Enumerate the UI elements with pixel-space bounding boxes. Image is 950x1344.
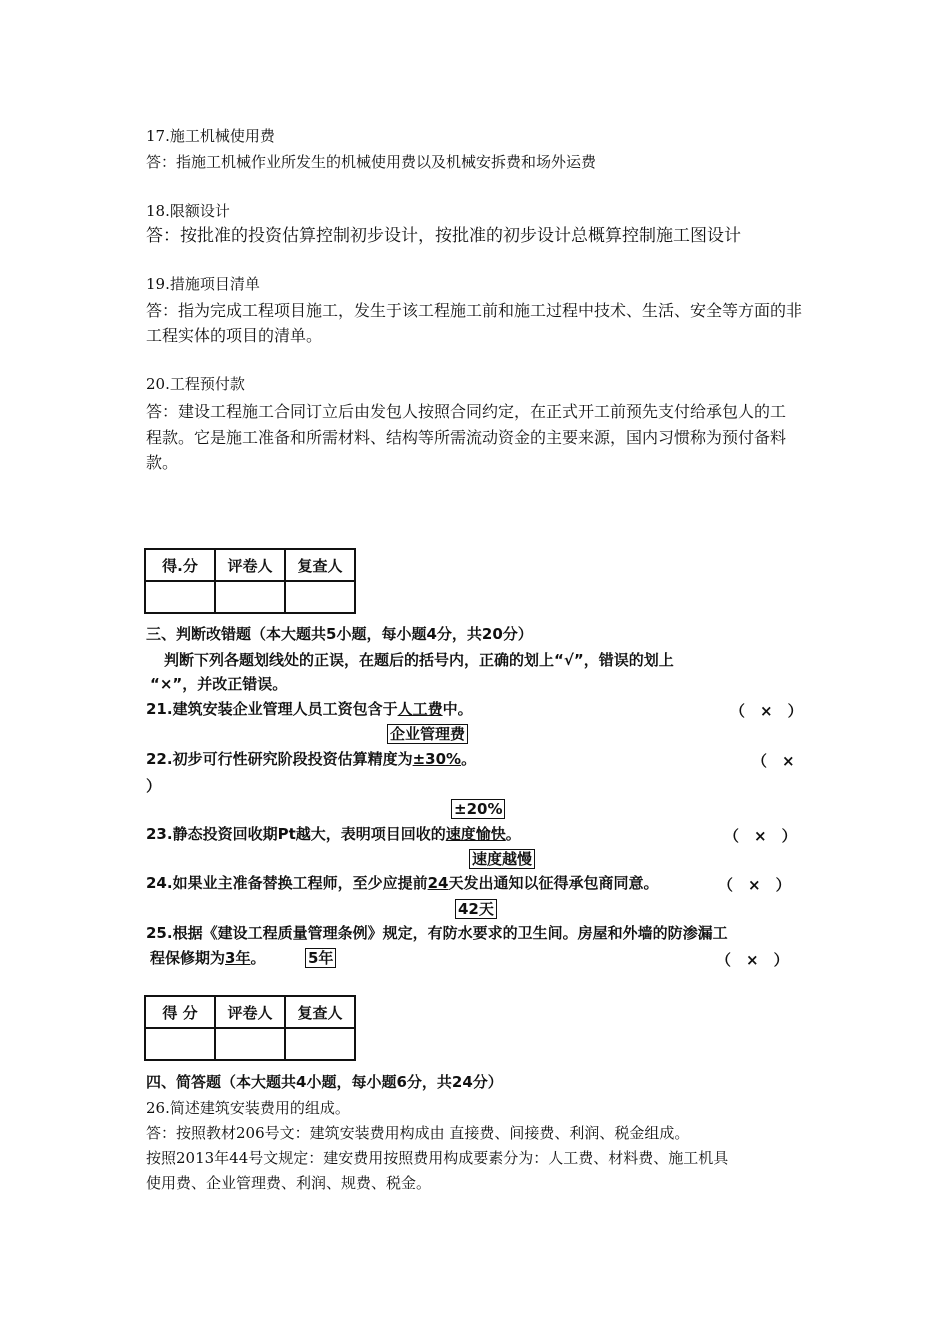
grader-header: 评卷人 bbox=[215, 996, 285, 1028]
q22-mark: （ × bbox=[752, 752, 795, 770]
score-table-2 bbox=[144, 995, 356, 1061]
answer-20-line1: 答：建设工程施工合同订立后由发包人按照合同约定，在正式开工前预先支付给承包人的工 bbox=[146, 402, 787, 421]
answer-26-line2: 按照2013年44号文规定：建安费用按照费用构成要素分为：人工费、材料费、施工机具 bbox=[146, 1149, 729, 1167]
q23-underlined: 速度愉快 bbox=[445, 825, 506, 843]
q21-end: 中。 bbox=[442, 700, 473, 718]
q23-text: 23.静态投资回收期Pt越大，表明项目回收的 bbox=[146, 825, 446, 843]
question-23 bbox=[146, 825, 521, 844]
question-25-line1: 25.根据《建设工程质量管理条例》规定，有防水要求的卫生间。房屋和外墙的防渗漏工 bbox=[146, 924, 728, 942]
q24-underlined: 24 bbox=[427, 874, 449, 892]
reviewer-cell bbox=[285, 1028, 355, 1060]
score-cell bbox=[145, 1028, 215, 1060]
answer-19-line1: 答：指为完成工程项目施工，发生于该工程施工前和施工过程中技术、生活、安全等方面的非 bbox=[146, 301, 803, 320]
section-3-title: 三、判断改错题（本大题共5小题，每小题4分，共20分） bbox=[146, 625, 533, 643]
section-4-title: 四、简答题（本大题共4小题，每小题6分，共24分） bbox=[146, 1073, 503, 1091]
grader-header: 评卷人 bbox=[215, 549, 285, 581]
term-19: 19.措施项目清单 bbox=[146, 275, 260, 293]
q25-mark: （ × ） bbox=[716, 951, 789, 969]
score-cell bbox=[145, 581, 215, 613]
q24-text: 24.如果业主准备替换工程师，至少应提前 bbox=[146, 874, 428, 892]
q24-end: 天发出通知以征得承包商同意。 bbox=[448, 874, 659, 892]
q22-underlined: ±30% bbox=[412, 750, 462, 768]
reviewer-header: 复查人 bbox=[285, 996, 355, 1028]
question-22 bbox=[146, 750, 476, 769]
answer-26-line1: 答：按照教材206号文：建筑安装费用构成由 直接费、间接费、利润、税金组成。 bbox=[146, 1124, 690, 1142]
term-18: 18.限额设计 bbox=[146, 202, 230, 220]
section-3-instruction-2: “×”，并改正错误。 bbox=[150, 675, 288, 693]
answer-19-line2: 工程实体的项目的清单。 bbox=[146, 326, 323, 345]
q21-underlined: 人工费 bbox=[397, 700, 443, 718]
answer-18: 答：按批准的投资估算控制初步设计，按批准的初步设计总概算控制施工图设计 bbox=[146, 226, 741, 246]
q23-end: 。 bbox=[505, 825, 521, 843]
reviewer-cell bbox=[285, 581, 355, 613]
q23-mark: （ × ） bbox=[724, 827, 797, 845]
answer-26-line3: 使用费、企业管理费、利润、规费、税金。 bbox=[146, 1174, 432, 1192]
answer-20-line2: 程款。它是施工准备和所需材料、结构等所需流动资金的主要来源，国内习惯称为预付备料 bbox=[146, 428, 787, 447]
q23-correction: 速度越慢 bbox=[469, 849, 535, 869]
score-header: 得.分 bbox=[145, 549, 215, 581]
grader-cell bbox=[215, 581, 285, 613]
q21-mark: （ × ） bbox=[730, 702, 803, 720]
q25-correction: 5年 bbox=[305, 948, 336, 968]
score-table-1 bbox=[144, 548, 356, 614]
question-21 bbox=[146, 700, 473, 719]
q25-text: 程保修期为 bbox=[150, 949, 226, 967]
answer-17: 答：指施工机械作业所发生的机械使用费以及机械安拆费和场外运费 bbox=[146, 153, 597, 171]
q21-correction: 企业管理费 bbox=[387, 724, 468, 744]
q22-text: 22.初步可行性研究阶段投资估算精度为 bbox=[146, 750, 413, 768]
term-17: 17.施工机械使用费 bbox=[146, 127, 275, 145]
q22-mark-close: ） bbox=[146, 777, 162, 795]
q22-correction: ±20% bbox=[451, 799, 505, 819]
q22-end: 。 bbox=[461, 750, 477, 768]
q25-underlined: 3年 bbox=[225, 949, 251, 967]
q21-text: 21.建筑安装企业管理人员工资包含于 bbox=[146, 700, 398, 718]
section-3-instruction-1: 判断下列各题划线处的正误，在题后的括号内，正确的划上“√”，错误的划上 bbox=[164, 651, 674, 669]
q24-mark: （ × ） bbox=[718, 876, 791, 894]
answer-20-line3: 款。 bbox=[146, 453, 179, 472]
reviewer-header: 复查人 bbox=[285, 549, 355, 581]
question-26: 26.简述建筑安装费用的组成。 bbox=[146, 1099, 350, 1117]
q24-correction: 42天 bbox=[455, 899, 497, 919]
question-24 bbox=[146, 874, 658, 893]
score-header: 得 分 bbox=[145, 996, 215, 1028]
question-25-line2 bbox=[150, 949, 265, 968]
term-20: 20.工程预付款 bbox=[146, 375, 245, 393]
q25-end: 。 bbox=[250, 949, 266, 967]
grader-cell bbox=[215, 1028, 285, 1060]
